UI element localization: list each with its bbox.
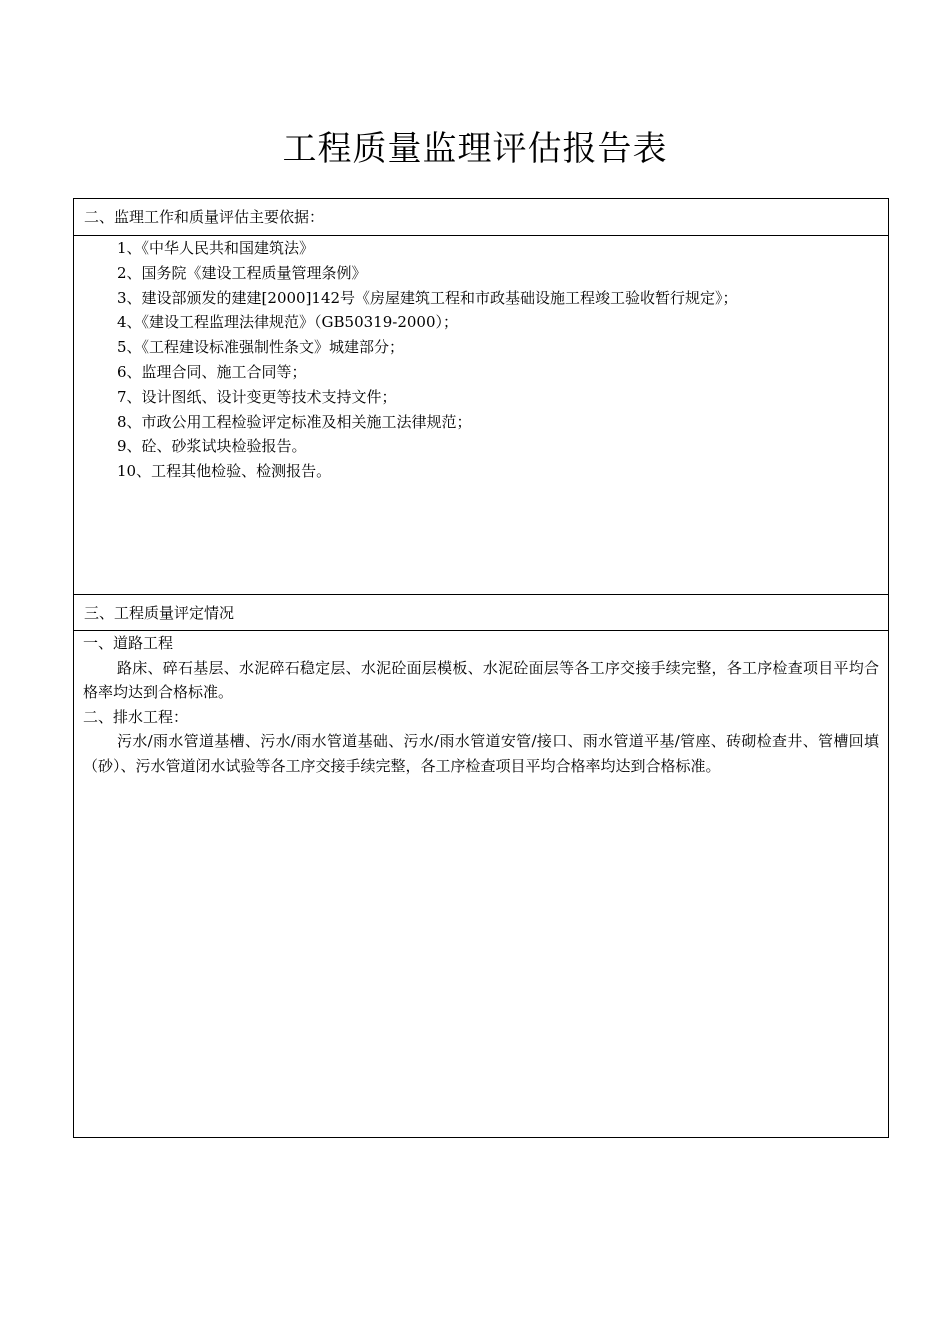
list-item: 2、国务院《建设工程质量管理条例》	[117, 263, 367, 282]
basis-list	[74, 236, 888, 484]
basis-header: 二、监理工作和质量评估主要依据：	[74, 199, 888, 236]
road-section-text: 路床、碎石基层、水泥碎石稳定层、水泥砼面层模板、水泥砼面层等各工序交接手续完整，各工序检查项目平均合格率均达到合格标准。	[83, 658, 879, 701]
list-item: 8、市政公用工程检验评定标准及相关施工法律规范；	[117, 412, 472, 431]
report-table	[73, 198, 889, 1138]
list-item: 6、监理合同、施工合同等；	[117, 362, 307, 381]
list-item: 4、《建设工程监理法律规范》（GB50319-2000）；	[117, 313, 459, 332]
page-title: 工程质量监理评估报告表	[282, 129, 668, 169]
drain-section-title: 二、排水工程：	[83, 707, 189, 726]
list-item: 3、建设部颁发的建建[2000]142号《房屋建筑工程和市政基础设施工程竣工验收暂行规定》；	[117, 288, 738, 307]
drain-section-text: 污水/雨水管道基槽、污水/雨水管道基础、污水/雨水管道安管/接口、雨水管道平基/管座、砖砌检查井、管槽回填（砂）、污水管道闭水试验等各工序交接手续完整，各工序检查项目平均合格率均达到合格标准。	[83, 732, 879, 775]
list-item: 9、砼、砂浆试块检验报告。	[117, 437, 307, 456]
evaluation-header: 三、工程质量评定情况	[74, 594, 888, 631]
list-item: 10、工程其他检验、检测报告。	[117, 462, 332, 481]
road-section-title: 一、道路工程	[83, 634, 174, 652]
evaluation-body	[74, 631, 888, 778]
list-item: 1、《中华人民共和国建筑法》	[117, 239, 315, 257]
list-item: 5、《工程建设标准强制性条文》城建部分；	[117, 338, 405, 357]
list-item: 7、设计图纸、设计变更等技术支持文件；	[117, 387, 397, 406]
